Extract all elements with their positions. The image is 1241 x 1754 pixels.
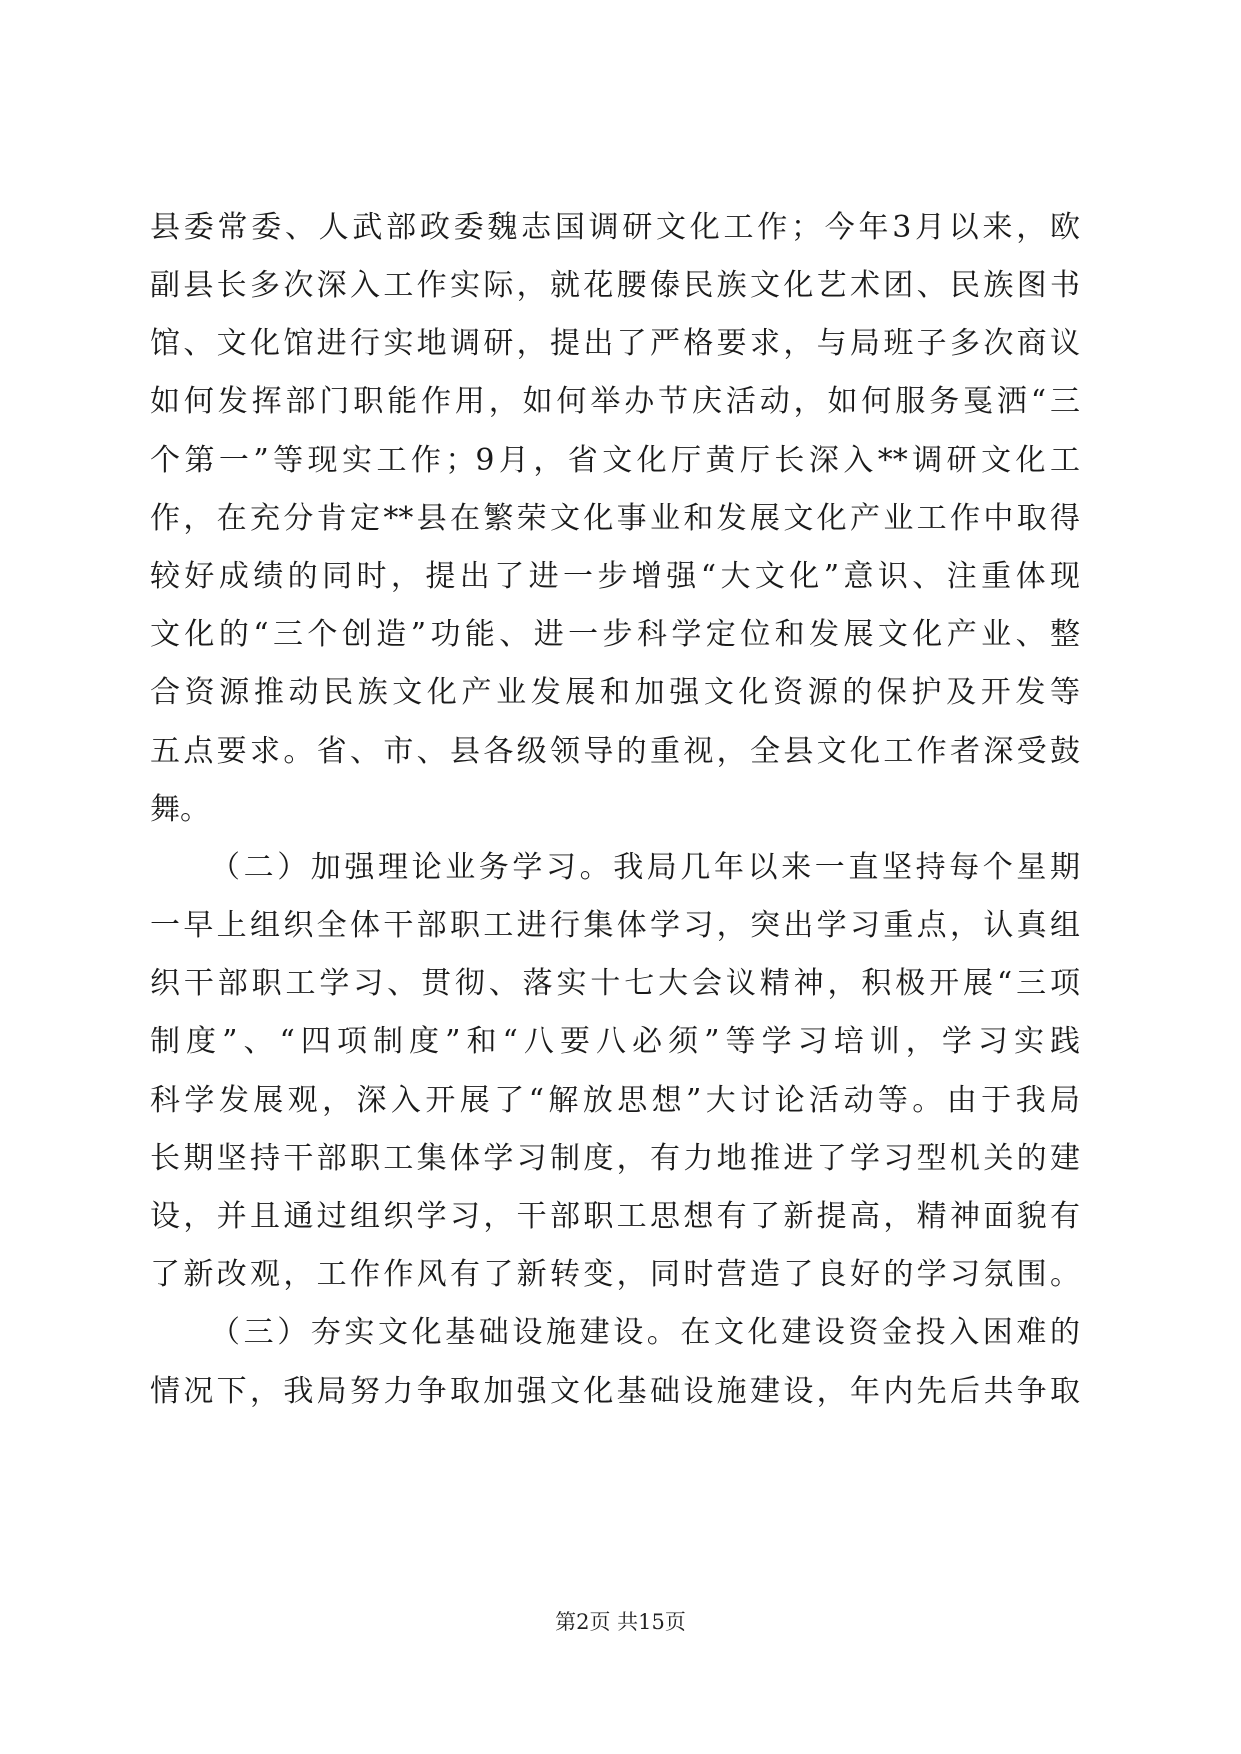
paragraph-line: 作，在充分肯定**县在繁荣文化事业和发展文化产业工作中取得: [150, 501, 1080, 536]
paragraph-line: 科学发展观，深入开展了“解放思想”大讨论活动等。由于我局: [150, 1083, 1080, 1118]
paragraph-line: 五点要求。省、市、县各级领导的重视，全县文化工作者深受鼓: [150, 734, 1080, 769]
paragraph-line: 了新改观，工作作风有了新转变，同时营造了良好的学习氛围。: [150, 1257, 1080, 1292]
paragraph-line: 舞。: [150, 792, 210, 827]
paragraph-line: 文化的“三个创造”功能、进一步科学定位和发展文化产业、整: [150, 617, 1080, 652]
paragraph-line: 设，并且通过组织学习，干部职工思想有了新提高，精神面貌有: [150, 1199, 1080, 1234]
paragraph-line: 副县长多次深入工作实际，就花腰傣民族文化艺术团、民族图书: [150, 268, 1080, 303]
page-number-footer: 第2页 共15页: [555, 1610, 686, 1634]
paragraph-line: （二）加强理论业务学习。我局几年以来一直坚持每个星期: [210, 850, 1080, 885]
paragraph-line: 一早上组织全体干部职工进行集体学习，突出学习重点，认真组: [150, 908, 1080, 943]
paragraph-line: 合资源推动民族文化产业发展和加强文化资源的保护及开发等: [150, 675, 1080, 710]
paragraph-line: 情况下，我局努力争取加强文化基础设施建设，年内先后共争取: [150, 1374, 1080, 1409]
paragraph-line: 织干部职工学习、贯彻、落实十七大会议精神，积极开展“三项: [150, 966, 1080, 1001]
paragraph-line: 县委常委、人武部政委魏志国调研文化工作；今年3月以来，欧: [150, 210, 1080, 245]
paragraph-line: 长期坚持干部职工集体学习制度，有力地推进了学习型机关的建: [150, 1141, 1080, 1176]
paragraph-line: （三）夯实文化基础设施建设。在文化建设资金投入困难的: [210, 1315, 1080, 1350]
paragraph-line: 馆、文化馆进行实地调研，提出了严格要求，与局班子多次商议: [150, 326, 1080, 361]
paragraph-line: 个第一”等现实工作；9月，省文化厅黄厅长深入**调研文化工: [150, 443, 1080, 478]
paragraph-line: 制度”、“四项制度”和“八要八必须”等学习培训，学习实践: [150, 1024, 1080, 1059]
paragraph-line: 如何发挥部门职能作用，如何举办节庆活动，如何服务戛洒“三: [150, 384, 1080, 419]
paragraph-line: 较好成绩的同时，提出了进一步增强“大文化”意识、注重体现: [150, 559, 1080, 594]
